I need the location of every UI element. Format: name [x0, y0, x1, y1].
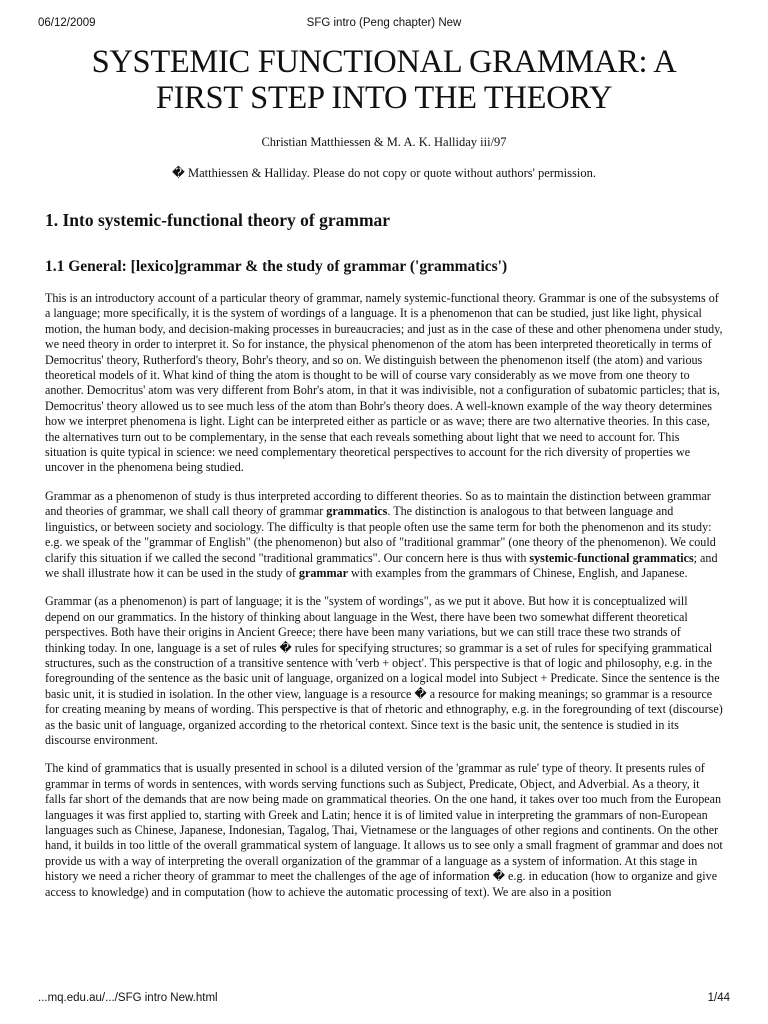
print-footer: [38, 992, 730, 1008]
paragraph-2-part-a: Grammar as a phenomenon of study is thus interpreted according to different theories. So as to maintain the distinction between grammar and theories of grammar, we shall call theory of grammar: [45, 488, 711, 519]
paragraph-1: This is an introductory account of a particular theory of grammar, namely systemic-functional theory. Grammar is one of the subsystems of a language; more specifically, it is the system of wordings of a language. It is a phenomenon that can be studied, just like light, physical motion, the human body, and decision-making processes in bureaucracies; and just as in the case of these and other phenomena under study, we need theory in order to interpret it. So for instance, the physical phenomenon of the atom has been interpreted theoretically in terms of Democritus' theory, Rutherford's theory, Bohr's theory, and so on. We distinguish between the phenomenon itself (the atom) and various theoretical models of it. What kind of thing the atom is thought to be will of course vary considerably as we move from one theory to another. Democritus' atom was very different from Bohr's atom, in that it was indivisible, not a configuration of subatomic particles; that is, Democritus' theory allowed us to see much less of the atom than Bohr's theory does. A well-known example of the way theory determines how we interpret phenomena is light. Light can be interpreted either as particle or as wave; there are two alternative theories. In this case, the alternatives turn out to be complementary, in the sense that each reveals something about light that we need to account for. This situation is quite typical in science: we need complementary theoretical perspectives to account for the rich diversity of properties we uncover in the phenomena being studied.: [45, 291, 723, 475]
paragraph-2-part-c: ; and we shall illustrate how it can be used in the study of: [45, 550, 718, 580]
title-line-1: SYSTEMIC FUNCTIONAL GRAMMAR: A: [91, 44, 677, 80]
title-line-2: FIRST STEP INTO THE THEORY: [155, 80, 613, 116]
term-grammatics: grammatics: [326, 504, 388, 519]
document-title: [45, 44, 723, 116]
subsection-heading: 1.1 General: [lexico]grammar & the study of grammar ('grammatics'): [45, 258, 508, 275]
paragraph-2-part-d: with examples from the grammars of Chinese, English, and Japanese.: [347, 565, 688, 580]
paragraph-3: Grammar (as a phenomenon) is part of language; it is the "system of wordings", as we put it above. But how it is conceptualized will depend on our grammatics. In the history of thinking about language in the West, there have been two somewhat different theoretical perspectives. Both have their origins in Ancient Greece; there have been many variations, but we can still trace these two strands of thinking today. In one, language is a set of rules � rules for specifying structures; so grammar is a set of rules for specifying grammatical structures, such as the construction of a transitive sentence with 'verb + object'. This perspective is that of logic and philosophy, e.g. in the foregrounding of the sentence as the basic unit of language, organized on a logical model into Subject + Predicate. Since the sentence is the basic unit, it is studied in isolation. In the other view, language is a resource � a resource for making meanings; so grammar is a resource for creating meaning by means of wording. This perspective is that of rhetoric and ethnography, e.g. in the foregrounding of text (discourse) as the basic unit of language, organized according to the rhetorical context. Since text is the basic unit, the sentence is studied in its discourse environment.: [45, 594, 723, 747]
print-page-title: SFG intro (Peng chapter) New: [306, 17, 462, 29]
term-systemic-functional-grammatics: systemic-functional grammatics: [529, 550, 694, 565]
paragraph-2-part-b: . The distinction is analogous to that between language and linguistics, or between society and sociology. The difficulty is that people often use the same term for both the phenomenon and its study: e.g. we speak of the "grammar of English" (the phenomenon) but also of "traditional grammar" (one theory of the phenomenon). We could clarify this situation if we called the second "traditional grammatics". Our concern here is thus with: [45, 504, 716, 565]
copyright-notice: � Matthiessen & Halliday. Please do not copy or quote without authors' permission.: [172, 166, 596, 180]
author-line: Christian Matthiessen & M. A. K. Halliday iii/97: [261, 135, 507, 149]
paragraph-4: The kind of grammatics that is usually presented in school is a diluted version of the 'grammar as rule' type of theory. It presents rules of grammar in terms of words in sentences, with words serving functions such as Subject, Predicate, Object, and Adverbial. As a theory, it falls far short of the demands that are now being made on grammatical theories. On the one hand, it takes over too much from the European languages it was first applied to, starting with Greek and Latin; hence it is of limited value in interpreting the grammars of non-European languages such as Chinese, Japanese, Indonesian, Tagalog, Thai, Vietnamese or the languages of other regions and continents. On the other hand, it builds in too little of the overall grammatical system of language. It allows us to see only a small fragment of grammar and does not provide us with a way of interpreting the overall organization of the grammar of a language as a system of information. At this stage in history we need a richer theory of grammar to meet the challenges of the age of information � e.g. in education (how to organize and give access to knowledge) and in computation (how to achieve the automatic processing of text). We are also in a position: [45, 761, 723, 899]
print-date: 06/12/2009: [38, 17, 96, 29]
print-page-number: 1/44: [707, 992, 730, 1004]
print-url: ...mq.edu.au/.../SFG intro New.html: [38, 992, 218, 1004]
paragraph-2: [45, 489, 723, 581]
document-body: [45, 40, 723, 900]
term-grammar: grammar: [298, 565, 348, 580]
section-heading: 1. Into systemic-functional theory of grammar: [45, 210, 391, 230]
print-header: [38, 17, 730, 33]
